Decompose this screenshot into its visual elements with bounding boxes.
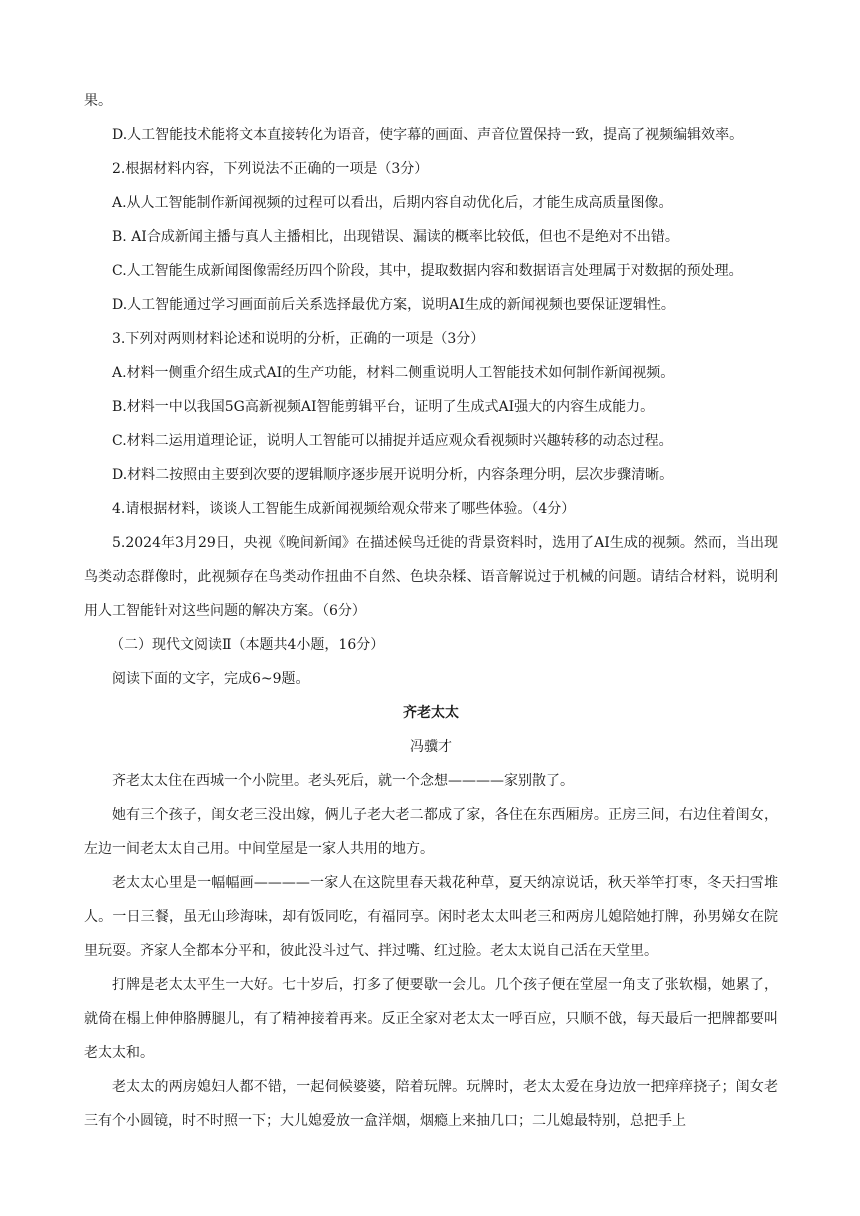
q3-option-d: D.材料二按照由主要到次要的逻辑顺序逐步展开说明分析，内容条理分明，层次步骤清晰。	[112, 467, 674, 483]
section2-heading: （二）现代文阅读Ⅱ（本题共4小题，16分）	[110, 637, 385, 653]
story-author: 冯骥才	[410, 739, 452, 755]
story-paragraph: 她有三个孩子，闺女老三没出嫁，俩儿子老大老二都成了家，各住在东西厢房。正房三间，右边住着闺女，左边一间老太太自己用。中间堂屋是一家人共用的地方。	[84, 807, 778, 857]
story-title: 齐老太太	[403, 705, 459, 721]
q2-option-d: D.人工智能通过学习画面前后关系选择最优方案，说明AI生成的新闻视频也要保证逻辑性。	[112, 297, 675, 313]
continued-text: 果。	[84, 93, 112, 109]
q3-option-c: C.材料二运用道理论证，说明人工智能可以捕捉并适应观众看视频时兴趣转移的动态过程。	[112, 433, 673, 449]
q2-stem: 2.根据材料内容，下列说法不正确的一项是（3分）	[112, 161, 429, 177]
q1-option-d: D.人工智能技术能将文本直接转化为语音，使字幕的画面、声音位置保持一致，提高了视频编辑效率。	[112, 127, 744, 143]
q3-option-a: A.材料一侧重介绍生成式AI的生产功能，材料二侧重说明人工智能技术如何制作新闻视频。	[112, 365, 675, 381]
q5-stem: 5.2024年3月29日，央视《晚间新闻》在描述候鸟迁徙的背景资料时，选用了AI生成的视频。然而，当出现鸟类动态群像时，此视频存在鸟类动作扭曲不自然、色块杂糅、语音解说过于机械的问题。请结合材料，说明利用人工智能针对这些问题的解决方案。（6分）	[84, 535, 778, 619]
q3-option-b: B.材料一中以我国5G高新视频AI智能剪辑平台，证明了生成式AI强大的内容生成能力。	[112, 399, 655, 415]
story-paragraph: 打牌是老太太平生一大好。七十岁后，打多了便要歇一会儿。几个孩子便在堂屋一角支了张软榻，她累了，就倚在榻上伸伸胳膊腿儿，有了精神接着再来。反正全家对老太太一呼百应，只顺不戗，每天最后一把牌都要叫老太太和。	[84, 977, 778, 1061]
story-paragraph: 老太太心里是一幅幅画————一家人在这院里春天栽花种草，夏天纳凉说话，秋天举竿打枣，冬天扫雪堆人。一日三餐，虽无山珍海味，却有饭同吃，有福同享。闲时老太太叫老三和两房儿媳陪她打牌，孙男娣女在院里玩耍。齐家人全都本分平和，彼此没斗过气、拌过嘴、红过脸。老太太说自己活在天堂里。	[84, 875, 778, 959]
q4-stem: 4.请根据材料，谈谈人工智能生成新闻视频给观众带来了哪些体验。（4分）	[112, 501, 576, 517]
story-paragraph: 齐老太太住在西城一个小院里。老头死后，就一个念想————家别散了。	[112, 773, 574, 789]
q2-option-c: C.人工智能生成新闻图像需经历四个阶段，其中，提取数据内容和数据语言处理属于对数据的预处理。	[112, 263, 743, 279]
q2-option-a: A.从人工智能制作新闻视频的过程可以看出，后期内容自动优化后，才能生成高质量图像。	[112, 195, 673, 211]
section2-instruction: 阅读下面的文字，完成6~9题。	[112, 671, 310, 687]
story-paragraph: 老太太的两房媳妇人都不错，一起伺候婆婆，陪着玩牌。玩牌时，老太太爱在身边放一把痒痒挠子；闺女老三有个小圆镜，时不时照一下；大儿媳爱放一盒洋烟，烟瘾上来抽几口；二儿媳最特别，总把手上	[84, 1079, 778, 1129]
exam-page	[84, 84, 778, 1138]
q2-option-b: B. AI合成新闻主播与真人主播相比，出现错误、漏读的概率比较低，但也不是绝对不出错。	[112, 229, 679, 245]
q3-stem: 3.下列对两则材料论述和说明的分析，正确的一项是（3分）	[112, 331, 485, 347]
